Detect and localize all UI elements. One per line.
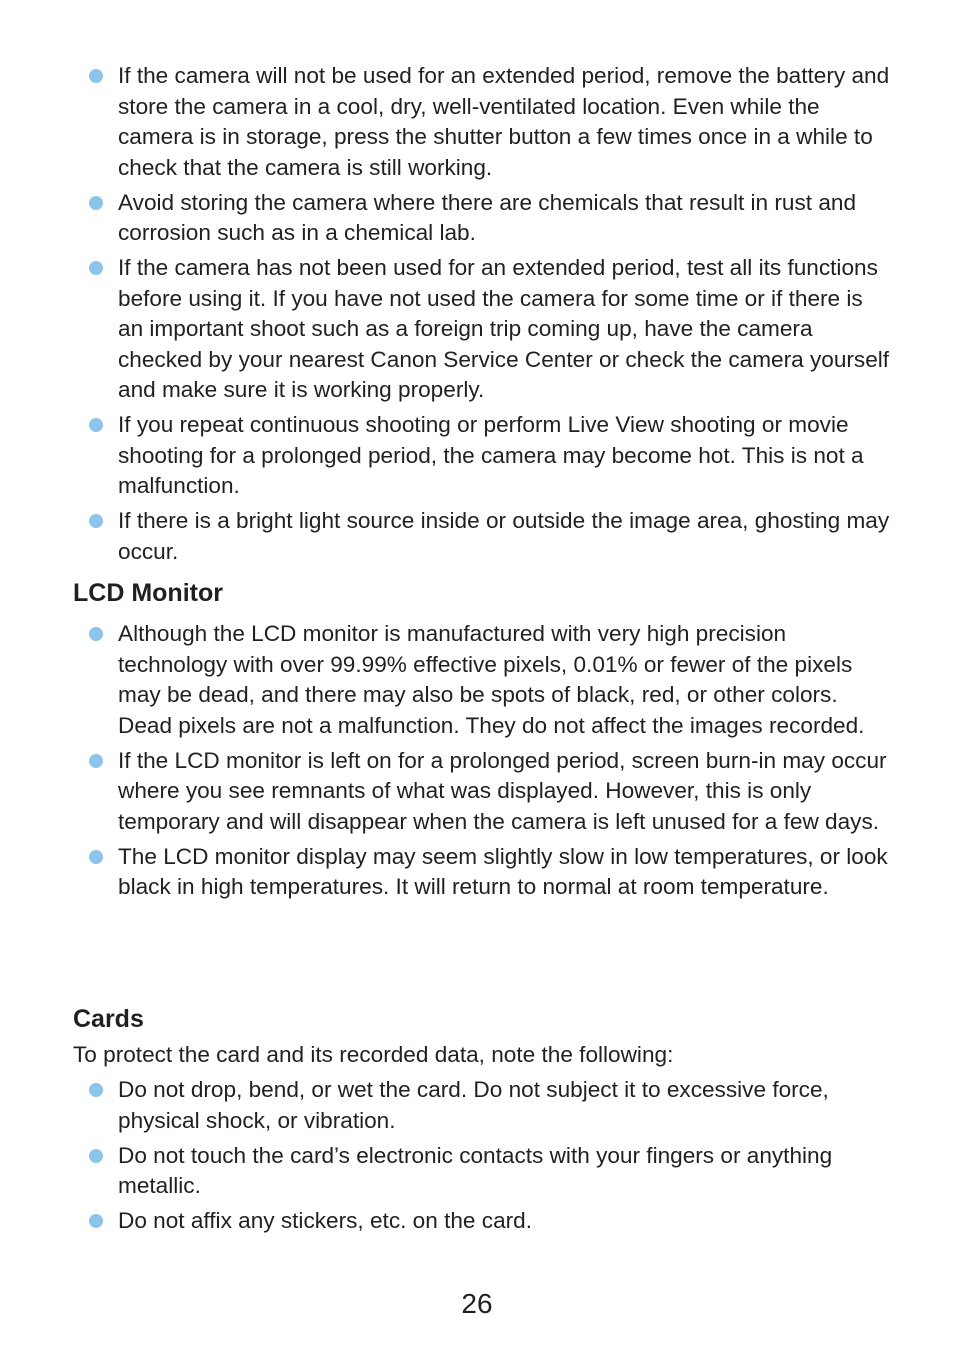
list-item [0,842,954,903]
lcd-bullet-list [0,619,954,903]
list-item [0,619,954,741]
cards-intro-text: To protect the card and its recorded data, note the following: [73,1042,674,1067]
bullet-dot-icon [89,754,103,768]
list-item [0,746,954,838]
list-item [0,1141,954,1202]
bullet-text: If the LCD monitor is left on for a prolonged period, screen burn-in may occur where you see remnants of what was displayed. However, this is only temporary and will disappear when the camera is left unused for a few days. [118,747,887,834]
list-item [0,1075,954,1136]
lcd-monitor-section [0,619,954,907]
bullet-text: Do not touch the card’s electronic contacts with your fingers or anything metallic. [118,1142,833,1198]
list-item [0,506,954,567]
general-bullet-list [0,61,954,567]
bullet-text: If there is a bright light source inside or outside the image area, ghosting may occur. [118,508,890,564]
cards-section [0,1075,954,1241]
bullet-dot-icon [89,514,103,528]
bullet-text: If the camera will not be used for an extended period, remove the battery and store the camera in a cool, dry, well-ventilated location. Even while the camera is in storage, press the shutter button a few times once in a while to check that the camera is still working. [118,63,890,180]
cards-heading: Cards [73,1005,144,1033]
list-item [0,61,954,183]
bullet-dot-icon [89,196,103,210]
bullet-dot-icon [89,1083,103,1097]
bullet-text: If you repeat continuous shooting or perform Live View shooting or movie shooting for a prolonged period, the camera may become hot. This is not a malfunction. [118,412,864,498]
list-item [0,188,954,249]
list-item [0,253,954,406]
bullet-text: Do not affix any stickers, etc. on the card. [118,1208,533,1233]
page-number: 26 [461,1288,493,1319]
bullet-dot-icon [89,261,103,275]
bullet-dot-icon [89,418,103,432]
bullet-dot-icon [89,1214,103,1228]
bullet-dot-icon [89,1149,103,1163]
general-precautions-section [0,61,954,572]
bullet-text: Avoid storing the camera where there are chemicals that result in rust and corrosion such as in a chemical lab. [118,189,857,245]
bullet-dot-icon [89,850,103,864]
bullet-dot-icon [89,69,103,83]
bullet-text: Do not drop, bend, or wet the card. Do not subject it to excessive force, physical shock, or vibration. [118,1077,829,1133]
list-item [0,1206,954,1237]
bullet-text: If the camera has not been used for an extended period, test all its functions before using it. If you have not used the camera for some time or if there is an important shoot such as a foreign trip coming up, have the camera checked by your nearest Canon Service Center or check the camera yourself and make sure it is working properly. [118,255,890,402]
list-item [0,410,954,502]
bullet-text: The LCD monitor display may seem slightly slow in low temperatures, or look black in high temperatures. It will return to normal at room temperature. [118,843,888,899]
lcd-monitor-heading: LCD Monitor [73,579,223,607]
bullet-text: Although the LCD monitor is manufactured with very high precision technology with over 99.99% effective pixels, 0.01% or fewer of the pixels may be dead, and there may also be spots of black, red, or other colors. Dead pixels are not a malfunction. They do not affect the images recorded. [118,621,865,738]
cards-bullet-list [0,1075,954,1237]
bullet-dot-icon [89,627,103,641]
